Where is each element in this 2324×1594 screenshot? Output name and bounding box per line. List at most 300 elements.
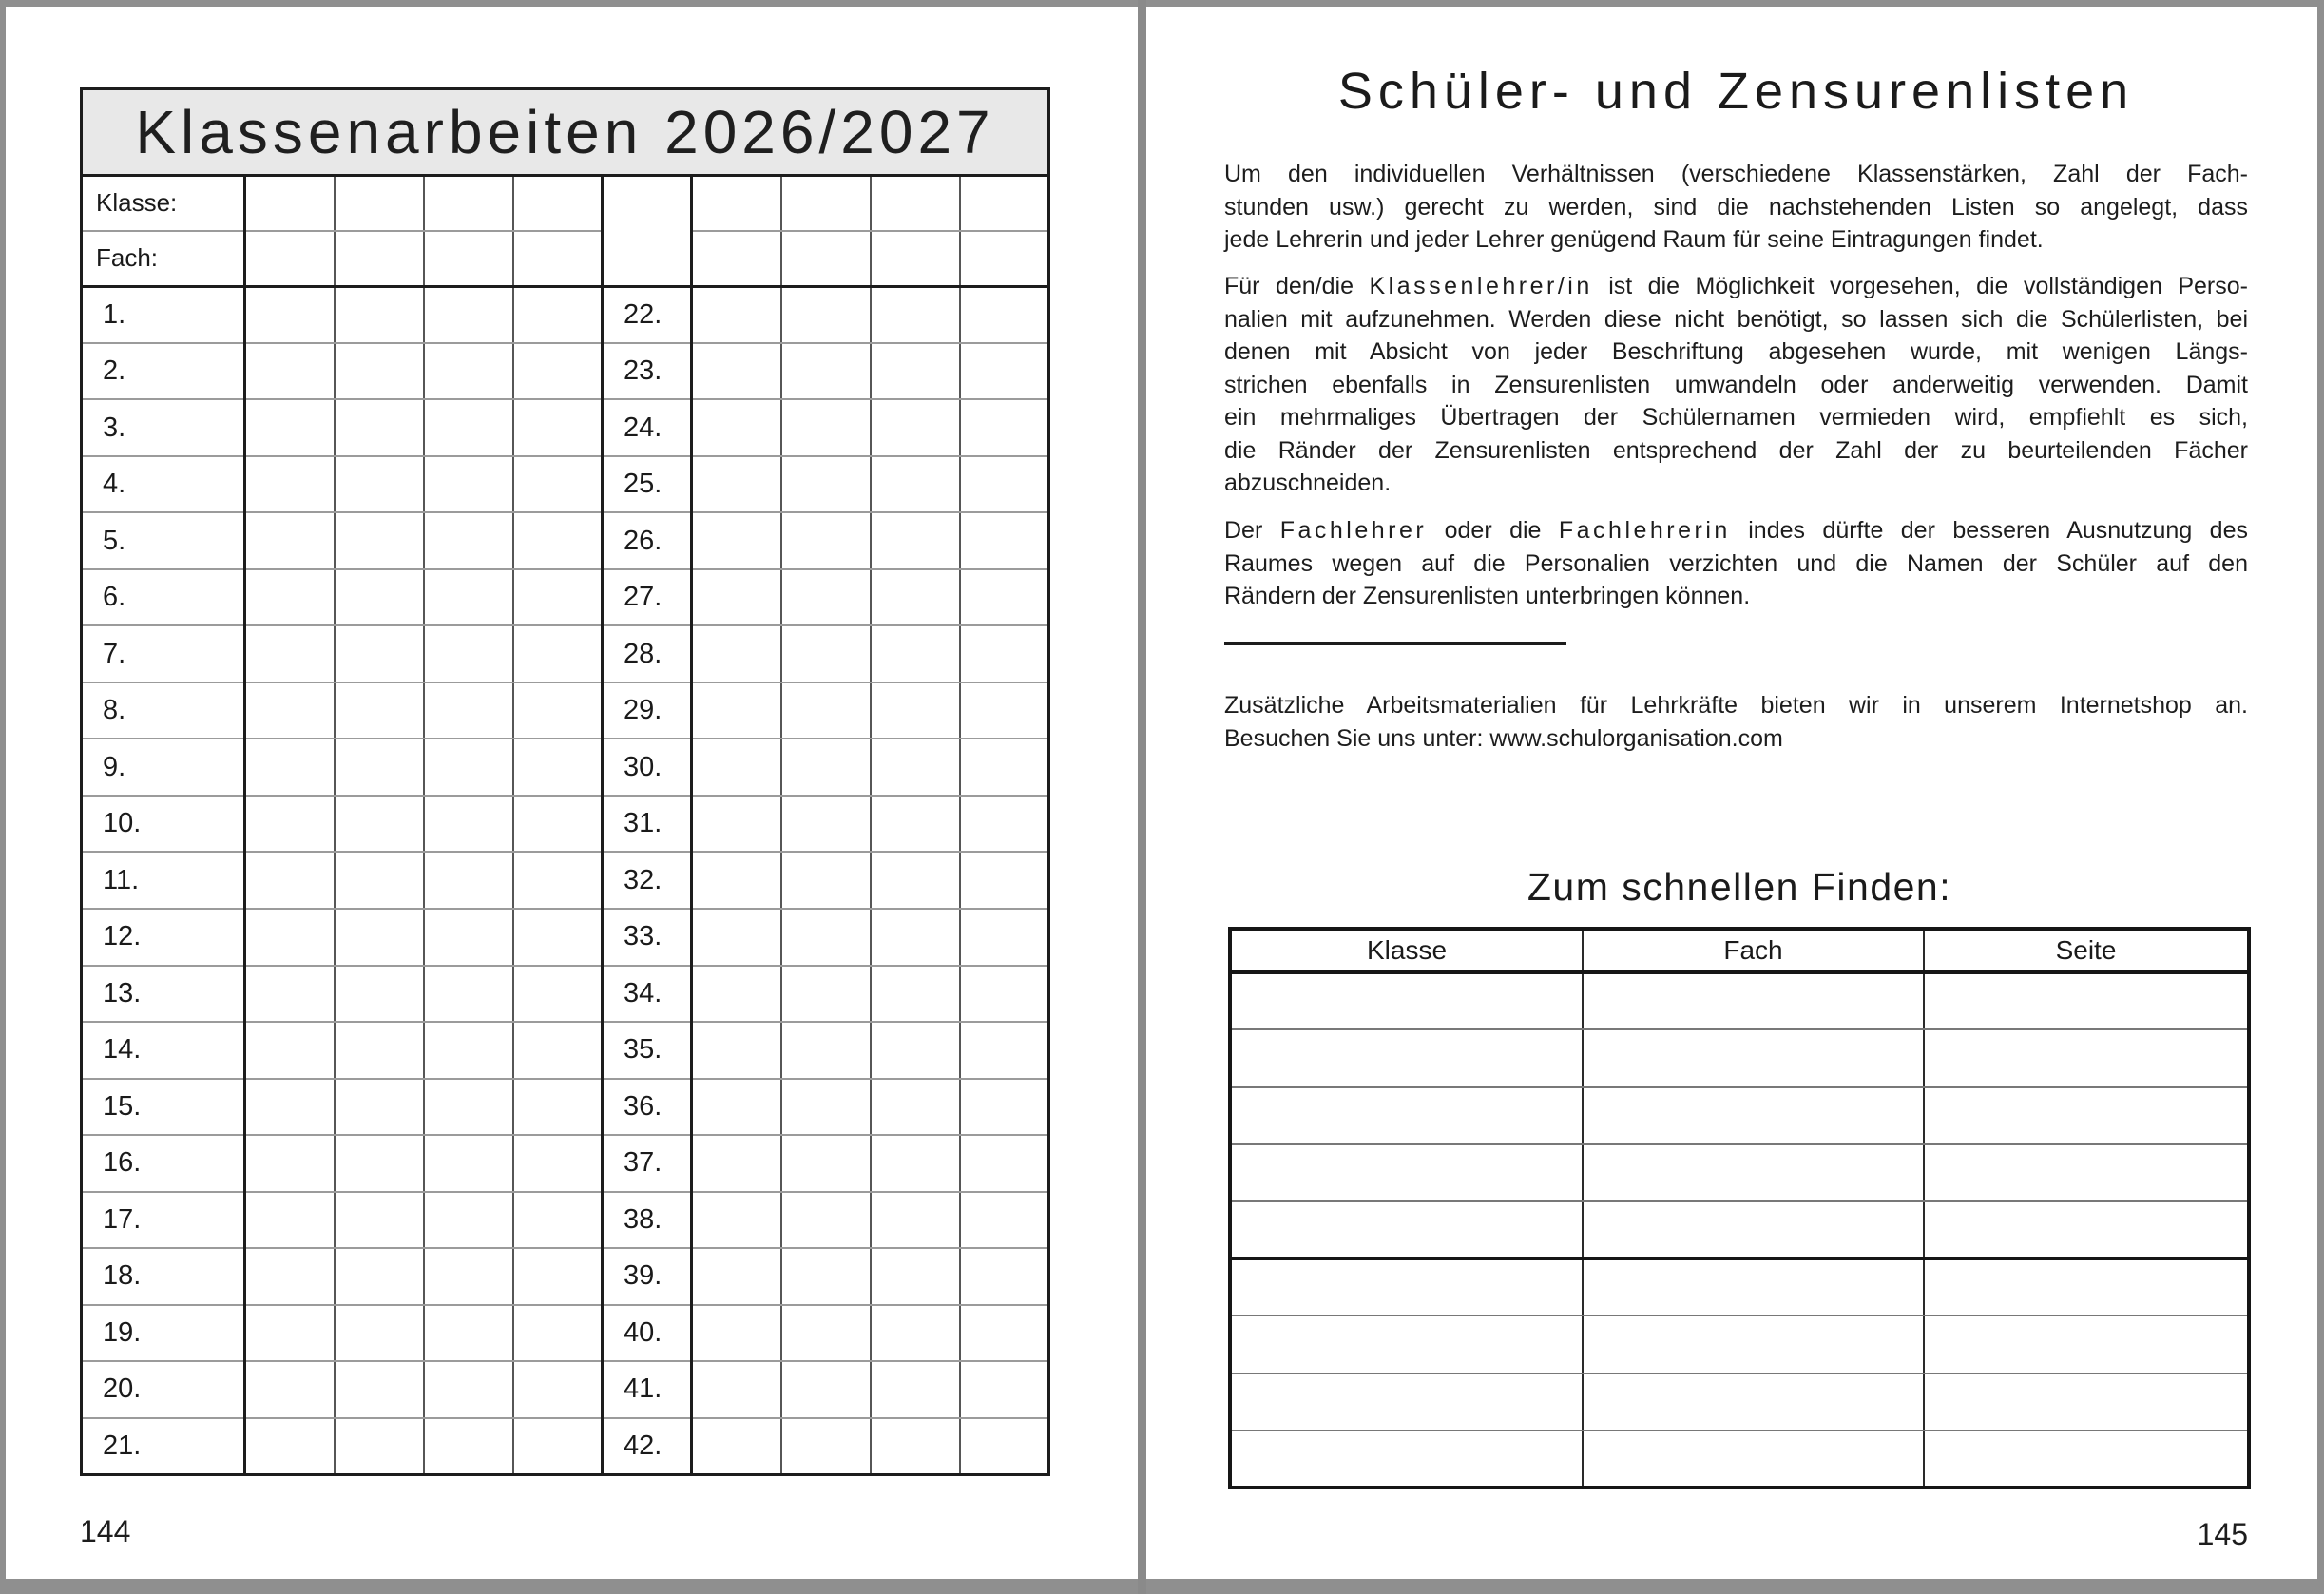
paragraph-klassenlehrer: [1224, 270, 2248, 500]
entry-cell: [960, 682, 1049, 739]
entry-cell: [871, 739, 960, 796]
finder-row: [1230, 1144, 2249, 1201]
text-line: [1224, 514, 2248, 547]
entry-cell: [513, 175, 603, 231]
paragraph-intro: [1224, 158, 2248, 257]
entry-cell: [871, 1022, 960, 1079]
entry-cell: [692, 682, 781, 739]
row-number-right: 36.: [603, 1079, 692, 1136]
text-segment: ein mehrmaliges Übertragen der Schülernamen vermieden wird, empfiehlt es sich,: [1224, 404, 2248, 431]
entry-cell: [335, 909, 424, 966]
entry-cell: [245, 286, 335, 343]
entry-cell: [692, 625, 781, 682]
entry-cell: [692, 852, 781, 909]
finder-row: [1230, 1258, 2249, 1316]
entry-cell: [692, 909, 781, 966]
text-segment: Raumes wegen auf die Personalien verzichten und die Namen der Schüler auf den: [1224, 549, 2248, 577]
entry-cell: [424, 343, 513, 400]
klassenarbeiten-row: [82, 796, 1049, 853]
row-number-right: 30.: [603, 739, 692, 796]
entry-cell: [424, 1079, 513, 1136]
right-page: [1146, 7, 2317, 1579]
entry-cell: [245, 1361, 335, 1418]
entry-cell: [960, 739, 1049, 796]
klasse-label: Klasse:: [82, 175, 245, 231]
klassenarbeiten-row: [82, 343, 1049, 400]
entry-cell: [245, 682, 335, 739]
finder-cell: [1583, 1316, 1924, 1373]
finder-cell: [1230, 1087, 1583, 1144]
row-number-right: 24.: [603, 399, 692, 456]
entry-cell: [781, 682, 871, 739]
text-segment: Rändern der Zensurenlisten unterbringen können.: [1224, 583, 1751, 609]
text-line: [1224, 401, 2248, 434]
entry-cell: [424, 399, 513, 456]
entry-cell: [692, 1418, 781, 1475]
page-divider: [1138, 0, 1146, 1594]
entry-cell: [513, 796, 603, 853]
klassenarbeiten-row: [82, 625, 1049, 682]
entry-cell: [692, 1135, 781, 1192]
row-number-left: 18.: [82, 1248, 245, 1305]
row-number-left: 21.: [82, 1418, 245, 1475]
entry-cell: [513, 343, 603, 400]
entry-cell: [960, 569, 1049, 626]
text-segment: Der: [1224, 517, 1280, 544]
entry-cell: [335, 569, 424, 626]
entry-cell: [245, 1022, 335, 1079]
klassenarbeiten-row: [82, 739, 1049, 796]
entry-cell: [692, 231, 781, 287]
klassenarbeiten-row: [82, 1135, 1049, 1192]
text-line: [1224, 191, 2248, 224]
text-segment: Zusätzliche Arbeitsmaterialien für Lehrkräfte bieten wir in unserem Internetshop an.: [1224, 692, 2248, 719]
entry-cell: [692, 1022, 781, 1079]
klassenarbeiten-row: [82, 512, 1049, 569]
entry-cell: [424, 1135, 513, 1192]
entry-cell: [871, 512, 960, 569]
entry-cell: [424, 796, 513, 853]
entry-cell: [781, 739, 871, 796]
row-number-left: 14.: [82, 1022, 245, 1079]
entry-cell: [781, 625, 871, 682]
entry-cell: [513, 909, 603, 966]
entry-cell: [335, 1135, 424, 1192]
row-number-left: 10.: [82, 796, 245, 853]
finder-heading: Zum schnellen Finden:: [1527, 865, 1952, 909]
left-page: [6, 7, 1138, 1579]
finder-row: [1230, 972, 2249, 1029]
entry-cell: [513, 512, 603, 569]
entry-cell: [871, 343, 960, 400]
finder-cell: [1583, 1373, 1924, 1431]
entry-cell: [245, 852, 335, 909]
entry-cell: [245, 175, 335, 231]
entry-cell: [871, 625, 960, 682]
entry-cell: [871, 1361, 960, 1418]
entry-cell: [335, 1022, 424, 1079]
row-number-left: 6.: [82, 569, 245, 626]
entry-cell: [781, 1361, 871, 1418]
entry-cell: [245, 569, 335, 626]
entry-cell: [245, 512, 335, 569]
entry-cell: [335, 512, 424, 569]
entry-cell: [335, 682, 424, 739]
entry-cell: [871, 1305, 960, 1362]
entry-cell: [960, 909, 1049, 966]
klassenarbeiten-row: [82, 1361, 1049, 1418]
entry-cell: [335, 343, 424, 400]
text-segment: stunden usw.) gerecht zu werden, sind die nachstehenden Listen so angelegt, dass: [1224, 193, 2248, 221]
entry-cell: [781, 852, 871, 909]
klassenarbeiten-row: [82, 1418, 1049, 1475]
finder-header-row: [1230, 929, 2249, 972]
entry-cell: [960, 1418, 1049, 1475]
entry-cell: [871, 231, 960, 287]
finder-row: [1230, 1201, 2249, 1258]
entry-cell: [513, 1361, 603, 1418]
entry-cell: [513, 682, 603, 739]
entry-cell: [513, 1079, 603, 1136]
finder-cell: [1924, 1029, 2249, 1086]
klassenarbeiten-row: [82, 852, 1049, 909]
entry-cell: [424, 1418, 513, 1475]
entry-cell: [513, 625, 603, 682]
table-title-row: [82, 89, 1049, 176]
klassenarbeiten-row: [82, 1079, 1049, 1136]
finder-cell: [1924, 1144, 2249, 1201]
entry-cell: [692, 286, 781, 343]
text-segment: Um den individuellen Verhältnissen (verschiedene Klassenstärken, Zahl der Fach-: [1224, 161, 2248, 187]
entry-cell: [692, 512, 781, 569]
entry-cell: [245, 909, 335, 966]
text-segment: abzuschneiden.: [1224, 470, 1392, 496]
klassenarbeiten-row: [82, 909, 1049, 966]
row-number-right: 23.: [603, 343, 692, 400]
entry-cell: [335, 1248, 424, 1305]
entry-cell: [692, 175, 781, 231]
entry-cell: [871, 1248, 960, 1305]
entry-cell: [245, 796, 335, 853]
text-segment: Für den/die: [1224, 273, 1370, 299]
klassenarbeiten-row: [82, 966, 1049, 1023]
entry-cell: [335, 796, 424, 853]
row-number-right: 41.: [603, 1361, 692, 1418]
klassenarbeiten-row: [82, 1305, 1049, 1362]
text-segment: denen mit Absicht von jeder Beschriftung abgesehen wurde, mit wenigen Längs-: [1224, 338, 2248, 365]
page-number-left: 144: [80, 1514, 131, 1548]
row-number-left: 17.: [82, 1192, 245, 1249]
finder-cell: [1583, 1258, 1924, 1316]
finder-cell: [1583, 1029, 1924, 1086]
entry-cell: [781, 966, 871, 1023]
entry-cell: [781, 1305, 871, 1362]
entry-cell: [335, 456, 424, 513]
text-line: [1224, 434, 2248, 468]
entry-cell: [424, 1361, 513, 1418]
entry-cell: [424, 1305, 513, 1362]
entry-cell: [960, 231, 1049, 287]
klassenarbeiten-row: [82, 1248, 1049, 1305]
row-number-right: 22.: [603, 286, 692, 343]
entry-cell: [513, 1022, 603, 1079]
finder-cell: [1230, 972, 1583, 1029]
entry-cell: [871, 175, 960, 231]
klassenarbeiten-row: [82, 1022, 1049, 1079]
finder-table: [1228, 927, 2251, 1489]
entry-cell: [960, 286, 1049, 343]
entry-cell: [871, 1418, 960, 1475]
entry-cell: [781, 909, 871, 966]
entry-cell: [335, 231, 424, 287]
fach-header-row: [82, 231, 1049, 287]
entry-cell: [781, 1135, 871, 1192]
entry-cell: [871, 909, 960, 966]
entry-cell: [871, 399, 960, 456]
finder-row: [1230, 1431, 2249, 1488]
row-number-left: 16.: [82, 1135, 245, 1192]
entry-cell: [692, 739, 781, 796]
text-line: [1224, 722, 2248, 756]
entry-cell: [245, 1135, 335, 1192]
entry-cell: [960, 852, 1049, 909]
entry-cell: [781, 1248, 871, 1305]
klassenarbeiten-row: [82, 399, 1049, 456]
row-number-right: 26.: [603, 512, 692, 569]
entry-cell: [871, 569, 960, 626]
entry-cell: [335, 1305, 424, 1362]
entry-cell: [871, 1135, 960, 1192]
entry-cell: [245, 399, 335, 456]
entry-cell: [960, 456, 1049, 513]
entry-cell: [424, 739, 513, 796]
entry-cell: [960, 1079, 1049, 1136]
entry-cell: [424, 966, 513, 1023]
entry-cell: [424, 231, 513, 287]
entry-cell: [424, 1248, 513, 1305]
entry-cell: [781, 569, 871, 626]
finder-row: [1230, 1373, 2249, 1431]
entry-cell: [960, 1361, 1049, 1418]
entry-cell: [692, 569, 781, 626]
finder-cell: [1230, 1258, 1583, 1316]
finder-cell: [1924, 972, 2249, 1029]
row-number-left: 8.: [82, 682, 245, 739]
entry-cell: [335, 739, 424, 796]
entry-cell: [871, 456, 960, 513]
entry-cell: [871, 682, 960, 739]
entry-cell: [871, 796, 960, 853]
klassenarbeiten-row: [82, 569, 1049, 626]
entry-cell: [335, 1079, 424, 1136]
entry-cell: [960, 625, 1049, 682]
finder-cell: [1583, 1087, 1924, 1144]
entry-cell: [245, 1418, 335, 1475]
entry-cell: [245, 1192, 335, 1249]
entry-cell: [692, 1305, 781, 1362]
row-number-left: 4.: [82, 456, 245, 513]
row-number-left: 1.: [82, 286, 245, 343]
page-number-right: 145: [2197, 1517, 2248, 1551]
entry-cell: [692, 966, 781, 1023]
row-number-left: 7.: [82, 625, 245, 682]
entry-cell: [424, 852, 513, 909]
row-number-right: 32.: [603, 852, 692, 909]
entry-cell: [513, 966, 603, 1023]
entry-cell: [871, 1192, 960, 1249]
finder-col-klasse: Klasse: [1230, 929, 1583, 972]
entry-cell: [960, 1022, 1049, 1079]
finder-cell: [1583, 1144, 1924, 1201]
text-line: [1224, 580, 2248, 613]
row-number-right: 25.: [603, 456, 692, 513]
entry-cell: [424, 909, 513, 966]
row-number-left: 3.: [82, 399, 245, 456]
entry-cell: [781, 286, 871, 343]
entry-cell: [781, 175, 871, 231]
entry-cell: [871, 966, 960, 1023]
entry-cell: [692, 1248, 781, 1305]
finder-cell: [1924, 1087, 2249, 1144]
finder-cell: [1230, 1431, 1583, 1488]
row-number-right: 42.: [603, 1418, 692, 1475]
entry-cell: [424, 286, 513, 343]
row-number-right: 27.: [603, 569, 692, 626]
entry-cell: [335, 1361, 424, 1418]
entry-cell: [245, 231, 335, 287]
row-number-right: 31.: [603, 796, 692, 853]
row-number-left: 19.: [82, 1305, 245, 1362]
row-number-right: 33.: [603, 909, 692, 966]
text-segment: oder die: [1427, 517, 1559, 544]
entry-cell: [335, 1192, 424, 1249]
entry-cell: [424, 625, 513, 682]
entry-cell: [335, 399, 424, 456]
finder-col-seite: Seite: [1924, 929, 2249, 972]
entry-cell: [960, 1305, 1049, 1362]
entry-cell: [513, 286, 603, 343]
entry-cell: [245, 1079, 335, 1136]
text-line: [1224, 467, 2248, 500]
letter-spaced-term: Fachlehrerin: [1558, 517, 1731, 544]
row-number-right: 29.: [603, 682, 692, 739]
entry-cell: [960, 1135, 1049, 1192]
klasse-header-row: [82, 175, 1049, 231]
text-line: [1224, 223, 2248, 257]
entry-cell: [424, 1022, 513, 1079]
entry-cell: [513, 399, 603, 456]
row-number-left: 9.: [82, 739, 245, 796]
finder-cell: [1924, 1316, 2249, 1373]
entry-cell: [513, 231, 603, 287]
entry-cell: [692, 456, 781, 513]
entry-cell: [513, 739, 603, 796]
row-number-right: 39.: [603, 1248, 692, 1305]
entry-cell: [513, 456, 603, 513]
entry-cell: [871, 852, 960, 909]
footnote-rule: [1224, 642, 1566, 645]
entry-cell: [424, 456, 513, 513]
finder-cell: [1230, 1201, 1583, 1258]
entry-cell: [781, 399, 871, 456]
entry-cell: [245, 625, 335, 682]
entry-cell: [781, 456, 871, 513]
text-segment: die Ränder der Zensurenlisten entsprechend der Zahl der zu beurteilenden Fächer: [1224, 436, 2248, 464]
row-number-right: 38.: [603, 1192, 692, 1249]
entry-cell: [513, 1305, 603, 1362]
paragraph-fachlehrer: [1224, 514, 2248, 613]
entry-cell: [960, 512, 1049, 569]
text-segment: Besuchen Sie uns unter: www.schulorganisation.com: [1224, 724, 1783, 752]
entry-cell: [335, 286, 424, 343]
text-segment: ist die Möglichkeit vorgesehen, die vollständigen Perso-: [1592, 273, 2248, 299]
finder-cell: [1924, 1431, 2249, 1488]
finder-col-fach: Fach: [1583, 929, 1924, 972]
text-line: [1224, 547, 2248, 581]
entry-cell: [781, 231, 871, 287]
entry-cell: [692, 796, 781, 853]
entry-cell: [424, 682, 513, 739]
text-line: [1224, 369, 2248, 402]
text-segment: strichen ebenfalls in Zensurenlisten umwandeln oder anderweitig verwenden. Damit: [1224, 371, 2248, 398]
entry-cell: [692, 343, 781, 400]
fach-label: Fach:: [82, 231, 245, 287]
entry-cell: [245, 1305, 335, 1362]
row-number-right: 34.: [603, 966, 692, 1023]
entry-cell: [781, 1022, 871, 1079]
letter-spaced-term: Fachlehrer: [1279, 517, 1428, 544]
entry-cell: [960, 399, 1049, 456]
entry-cell: [781, 1192, 871, 1249]
finder-row: [1230, 1087, 2249, 1144]
row-number-right: 28.: [603, 625, 692, 682]
text-segment: jede Lehrerin und jeder Lehrer genügend Raum für seine Eintragungen findet.: [1224, 226, 2044, 253]
text-line: [1224, 158, 2248, 191]
entry-cell: [424, 512, 513, 569]
entry-cell: [513, 1192, 603, 1249]
right-page-title: Schüler- und Zensurenlisten: [1337, 63, 2135, 120]
merged-middle-cell: [603, 175, 692, 286]
finder-cell: [1924, 1258, 2249, 1316]
row-number-left: 13.: [82, 966, 245, 1023]
row-number-left: 15.: [82, 1079, 245, 1136]
row-number-right: 37.: [603, 1135, 692, 1192]
finder-cell: [1230, 1029, 1583, 1086]
finder-row: [1230, 1316, 2249, 1373]
finder-cell: [1230, 1316, 1583, 1373]
entry-cell: [692, 1079, 781, 1136]
text-line: [1224, 270, 2248, 303]
text-segment: nalien mit aufzunehmen. Werden diese nicht benötigt, so lassen sich die Schülerlisten, bei: [1224, 305, 2248, 333]
row-number-right: 40.: [603, 1305, 692, 1362]
entry-cell: [335, 1418, 424, 1475]
klassenarbeiten-row: [82, 682, 1049, 739]
row-number-left: 2.: [82, 343, 245, 400]
finder-cell: [1583, 1431, 1924, 1488]
finder-row: [1230, 1029, 2249, 1086]
klassenarbeiten-row: [82, 286, 1049, 343]
entry-cell: [335, 625, 424, 682]
entry-cell: [513, 1248, 603, 1305]
letter-spaced-term: Klassenlehrer/in: [1369, 273, 1593, 299]
row-number-left: 20.: [82, 1361, 245, 1418]
entry-cell: [781, 512, 871, 569]
entry-cell: [424, 569, 513, 626]
finder-cell: [1583, 972, 1924, 1029]
row-number-left: 12.: [82, 909, 245, 966]
entry-cell: [245, 456, 335, 513]
finder-cell: [1230, 1144, 1583, 1201]
